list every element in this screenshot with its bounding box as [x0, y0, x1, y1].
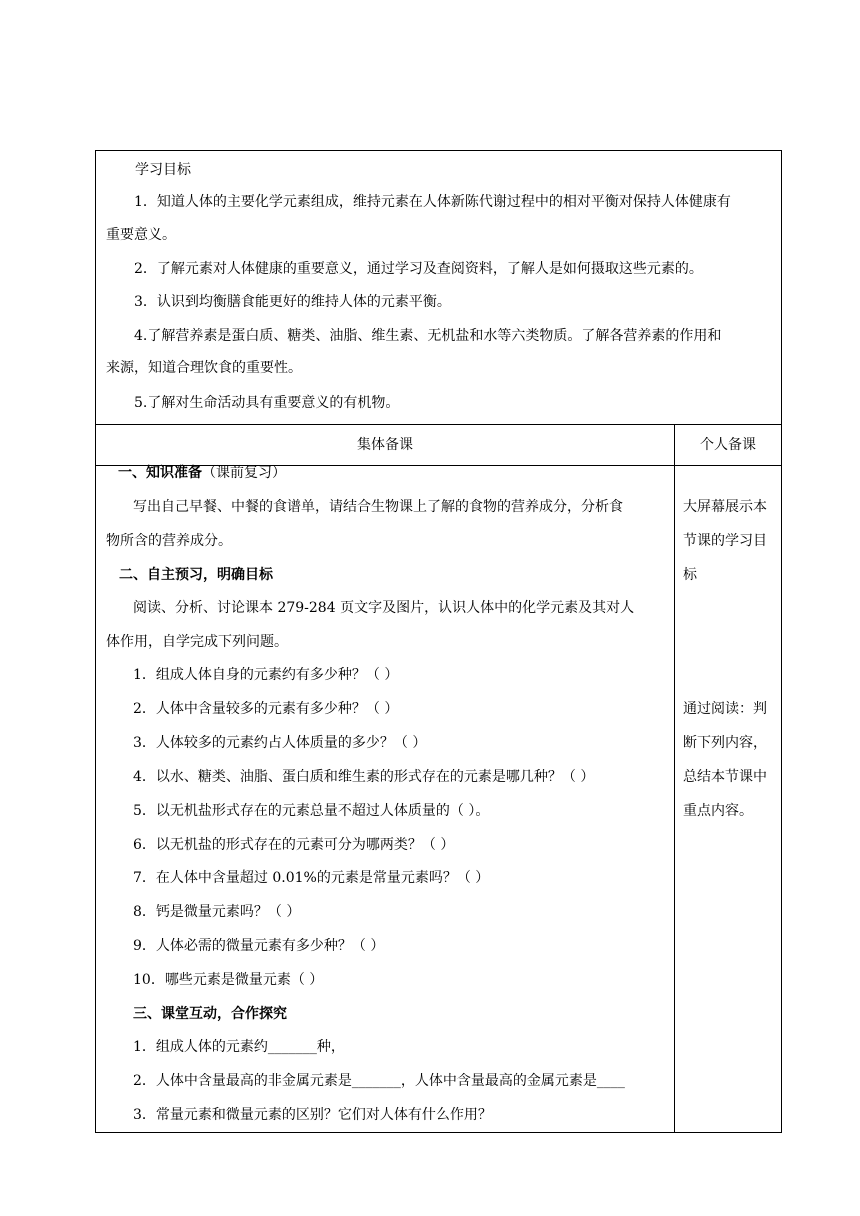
question-item: 7．在人体中含量超过 0.01%的元素是常量元素吗？（ ） [133, 870, 490, 886]
column-header-row [96, 425, 781, 466]
section-2-intro-line-2: 体作用，自学完成下列问题。 [106, 634, 288, 650]
goal-2: 2．了解元素对人体健康的重要意义，通过学习及查阅资料，了解人是如何摄取这些元素的。 [134, 261, 703, 277]
question-item: 9．人体必需的微量元素有多少种？（ ） [133, 938, 385, 954]
section-3-question-1: 1．组成人体的元素约_______种， [133, 1039, 345, 1055]
section-3-question-3: 3．常量元素和微量元素的区别？它们对人体有什么作用？ [133, 1107, 492, 1123]
lesson-plan-table [95, 150, 782, 1133]
goal-5: 5.了解对生命活动具有重要意义的有机物。 [134, 395, 400, 411]
personal-prep-header: 个人备课 [700, 437, 756, 453]
section-1-heading: 一、知识准备（课前复习） [118, 465, 286, 481]
section-1-line-2: 物所含的营养成分。 [106, 533, 232, 549]
note-2-line: 断下列内容， [683, 735, 767, 751]
section-3-question-2: 2．人体中含量最高的非金属元素是_______，人体中含量最高的金属元素是____ [133, 1073, 625, 1089]
goal-4-line-1: 4.了解营养素是蛋白质、糖类、油脂、维生素、无机盐和水等六类物质。了解各营养素的作用和 [134, 328, 722, 344]
goal-4-line-2: 来源，知道合理饮食的重要性。 [106, 360, 302, 376]
question-item: 2．人体中含量较多的元素有多少种？（ ） [133, 701, 399, 717]
section-2-heading: 二、自主预习，明确目标 [119, 567, 273, 583]
note-1-line: 标 [683, 567, 697, 583]
question-item: 5．以无机盐形式存在的元素总量不超过人体质量的（ ）。 [133, 803, 490, 819]
goal-1-line-2: 重要意义。 [106, 227, 176, 243]
question-item: 8．钙是微量元素吗？（ ） [133, 904, 301, 920]
question-item: 10．哪些元素是微量元素（ ） [133, 972, 324, 988]
goal-3: 3．认识到均衡膳食能更好的维持人体的元素平衡。 [134, 294, 451, 310]
question-item: 1．组成人体自身的元素约有多少种？（ ） [133, 667, 399, 683]
note-2-line: 重点内容。 [683, 803, 753, 819]
goals-title: 学习目标 [135, 162, 191, 178]
column-divider [674, 425, 675, 1132]
note-2-line: 总结本节课中 [683, 769, 767, 785]
note-2-line: 通过阅读：判 [683, 701, 767, 717]
question-item: 4．以水、糖类、油脂、蛋白质和维生素的形式存在的元素是哪几种？（ ） [133, 769, 595, 785]
group-prep-header: 集体备课 [357, 437, 413, 453]
note-1-line: 节课的学习目 [683, 533, 767, 549]
question-item: 6．以无机盐的形式存在的元素可分为哪两类？（ ） [133, 837, 455, 853]
section-1-line-1: 写出自己早餐、中餐的食谱单，请结合生物课上了解的食物的营养成分，分析食 [133, 499, 623, 515]
section-3-heading: 三、课堂互动，合作探究 [133, 1006, 287, 1022]
section-2-intro-line-1: 阅读、分析、讨论课本 279-284 页文字及图片，认识人体中的化学元素及其对人 [133, 600, 635, 616]
note-1-line: 大屏幕展示本 [683, 499, 767, 515]
learning-goals-cell [96, 151, 781, 425]
question-item: 3．人体较多的元素约占人体质量的多少？（ ） [133, 735, 427, 751]
goal-1-line-1: 1．知道人体的主要化学元素组成，维持元素在人体新陈代谢过程中的相对平衡对保持人体健康有 [134, 194, 731, 210]
